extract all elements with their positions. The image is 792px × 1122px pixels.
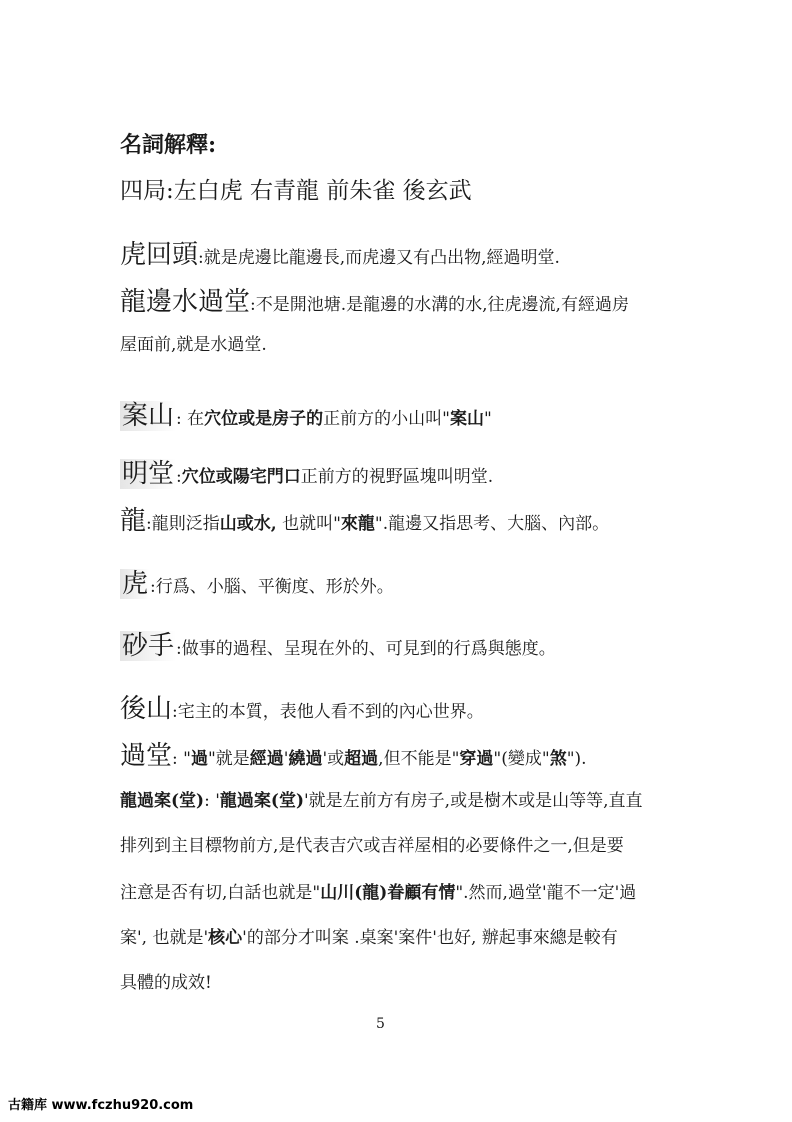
term-text-bold: 山或水,	[219, 514, 277, 534]
term-text-bold: 經過	[249, 749, 284, 769]
term-bright-hall	[120, 453, 493, 490]
term-text: : '	[204, 791, 220, 811]
term-text-bold: 穿過	[459, 749, 494, 769]
term-text: : "	[172, 749, 191, 769]
term-dragon-water	[120, 281, 629, 318]
term-text: 也就叫"	[276, 514, 341, 534]
paragraph-line-5: 具體的成效!	[120, 973, 212, 993]
term-label: 案山	[122, 401, 175, 431]
term-label: 龍邊水過堂	[120, 287, 251, 317]
term-definition: :做事的過程、呈現在外的、可見到的行爲與態度。	[176, 639, 556, 659]
term-label: 龍	[120, 506, 147, 536]
term-text: "	[483, 409, 492, 429]
section-heading: 名詞解釋:	[120, 132, 217, 158]
term-text: "就是	[207, 749, 250, 769]
term-text-bold: 煞	[549, 749, 567, 769]
term-definition: :不是開池塘.是龍邊的水溝的水,往虎邊流,有經過房	[250, 295, 629, 315]
term-definition: :就是虎邊比龍邊長,而虎邊又有凸出物,經過明堂.	[198, 248, 560, 268]
term-text-bold: 龍過案(堂)	[219, 791, 304, 811]
term-text: '或	[322, 749, 345, 769]
term-tiger	[120, 563, 394, 600]
term-text: ".龍邊又指思考、大腦、內部。	[374, 514, 610, 534]
term-text: 正前方的視野區塊叫明堂.	[300, 467, 494, 487]
term-text: :龍則泛指	[146, 514, 220, 534]
term-sand-hands	[120, 625, 556, 662]
term-text-bold: 案山	[449, 409, 484, 429]
term-text: ,但不能是"	[378, 749, 460, 769]
paragraph-line-3	[120, 878, 636, 903]
term-dragon	[120, 500, 609, 537]
term-text: '	[283, 749, 289, 769]
term-tiger-turn	[120, 234, 560, 271]
term-text-bold: 來龍	[340, 514, 375, 534]
term-text-bold: 核心	[208, 928, 243, 948]
footer-watermark[interactable]: 古籍库 www.fczhu920.com	[8, 1098, 194, 1113]
term-text: '就是左前方有房子,或是樹木或是山等等,直直	[304, 791, 643, 811]
term-text-bold: 過	[190, 749, 208, 769]
term-text-bold: 山川(龍)眷顧有情	[320, 883, 456, 903]
term-label: 過堂	[120, 741, 173, 771]
term-table-mountain	[120, 395, 492, 432]
page-number: 5	[376, 1016, 385, 1032]
term-text: "(變成"	[493, 749, 550, 769]
term-label: 虎	[122, 569, 149, 599]
term-text: : 在	[176, 409, 205, 429]
term-text-bold: 穴位或是房子的	[204, 409, 324, 429]
paragraph-line-1	[120, 786, 642, 811]
term-text: :	[176, 467, 182, 487]
term-label: 明堂	[122, 459, 175, 489]
term-definition-continued: 屋面前,就是水過堂.	[120, 335, 267, 355]
paragraph-line-4	[120, 923, 618, 948]
term-definition: :行爲、小腦、平衡度、形於外。	[150, 577, 394, 597]
term-text: ".然而,過堂'龍不一定'過	[455, 883, 637, 903]
term-text-bold: 穴位或陽宅門口	[181, 467, 301, 487]
term-label: 龍過案(堂)	[120, 791, 205, 811]
term-text: ").	[566, 749, 587, 769]
term-label: 後山	[120, 694, 173, 724]
term-label: 虎回頭	[120, 240, 199, 270]
term-back-mountain	[120, 688, 484, 725]
term-label: 砂手	[122, 631, 175, 661]
term-definition: :宅主的本質，表他人看不到的內心世界。	[172, 702, 484, 722]
term-text-bold: 繞過	[288, 749, 323, 769]
term-passing-hall	[120, 735, 587, 772]
paragraph-line-2: 排列到主目標物前方,是代表吉穴或吉祥屋相的必要條件之一,但是要	[120, 836, 624, 856]
term-text: 注意是否有切,白話也就是"	[120, 883, 321, 903]
four-directions-line: 四局:左白虎 右青龍 前朱雀 後玄武	[120, 178, 472, 204]
term-text: 案', 也就是'	[120, 928, 209, 948]
term-text: 正前方的小山叫"	[323, 409, 450, 429]
term-text-bold: 超過	[344, 749, 379, 769]
term-text: '的部分才叫案 .桌案'案件'也好, 辦起事來總是較有	[242, 928, 618, 948]
